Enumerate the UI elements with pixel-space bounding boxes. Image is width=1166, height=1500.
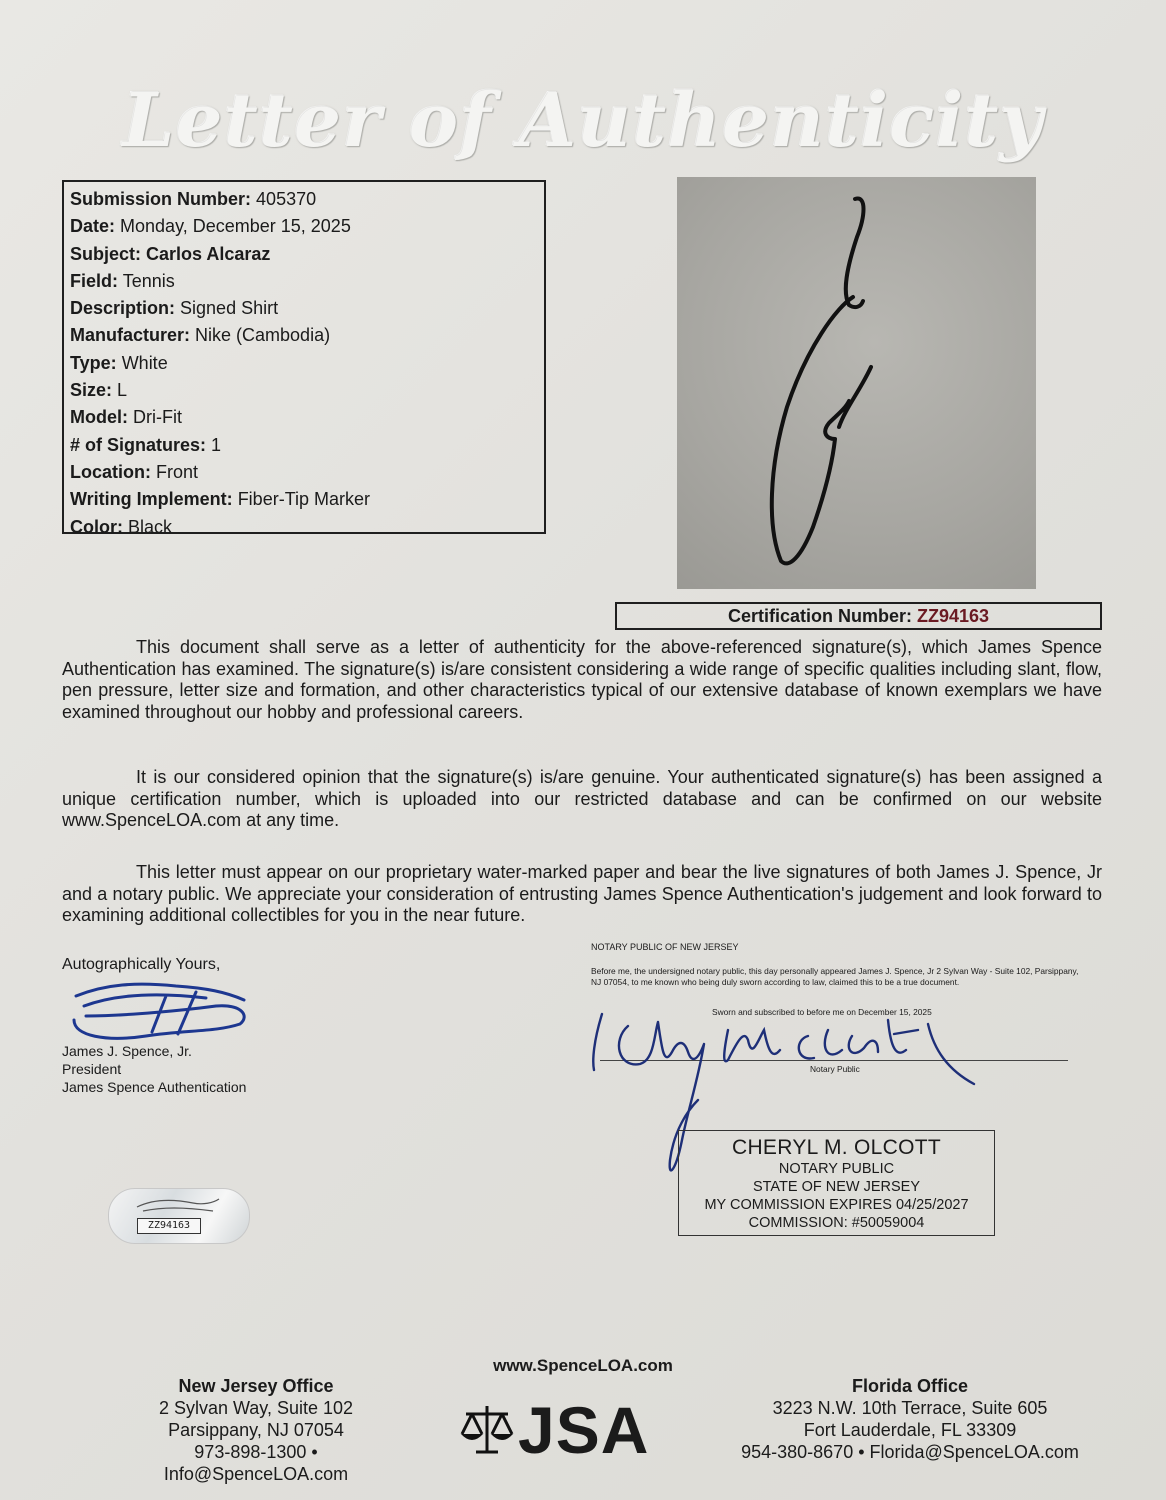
paragraph-1: This document shall serve as a letter of authenticity for the above-referenced signature(s), which James Spence Authentication has examined. The signature(s) is/are consistent considering a wide range of specific qualities including slant, flow, pen pressure, letter size and formation, and other characteristics typical of our extensive database of known exemplars we have examined throughout our hobby and professional careers. bbox=[62, 637, 1102, 722]
detail-row: Location: Front bbox=[70, 461, 199, 482]
detail-row: Subject: Carlos Alcaraz bbox=[70, 243, 271, 264]
signature-photo bbox=[677, 177, 1036, 589]
notary-sworn: Sworn and subscribed to before me on December 15, 2025 bbox=[712, 1007, 932, 1017]
website-link[interactable]: www.SpenceLOA.com bbox=[493, 1356, 673, 1375]
signer-block bbox=[62, 1042, 246, 1096]
signer-name: James J. Spence, Jr. bbox=[62, 1043, 192, 1059]
notary-statement: Before me, the undersigned notary public, this day personally appeared James J. Spence, Jr 2 Sylvan Way - Suite 102, Parsippany, NJ 07054, to me known who being duly sworn according to law, claimed this to be a true document. bbox=[591, 966, 1079, 987]
details-box bbox=[62, 180, 546, 537]
detail-row: Submission Number: 405370 bbox=[70, 189, 317, 209]
notary-heading: NOTARY PUBLIC OF NEW JERSEY bbox=[591, 942, 739, 952]
notary-line-label: Notary Public bbox=[810, 1064, 860, 1074]
detail-row: Writing Implement: Fiber-Tip Marker bbox=[70, 489, 371, 510]
detail-row: Manufacturer: Nike (Cambodia) bbox=[70, 325, 331, 346]
signer-company: James Spence Authentication bbox=[62, 1079, 247, 1095]
signer-role: President bbox=[62, 1061, 122, 1077]
detail-row: Color: Black bbox=[70, 516, 173, 537]
nj-office: New Jersey Office 2 Sylvan Way, Suite 102 Parsippany, NJ 07054 973-898-1300 • Info@SpenceLOA.com bbox=[158, 1376, 354, 1484]
detail-row: Model: Dri-Fit bbox=[70, 407, 182, 428]
detail-row: Size: L bbox=[70, 380, 128, 401]
fl-office: Florida Office 3223 N.W. 10th Terrace, Suite 605 Fort Lauderdale, FL 33309 954-380-8670 • Florida@SpenceLOA.com bbox=[741, 1376, 1079, 1462]
certification-box: Certification Number: ZZ94163 bbox=[615, 602, 1102, 630]
hologram-number: ZZ94163 bbox=[137, 1218, 201, 1234]
notary-stamp: CHERYL M. OLCOTT NOTARY PUBLIC STATE OF NEW JERSEY MY COMMISSION EXPIRES 04/25/2027 COMMISSION: #50059004 bbox=[678, 1130, 995, 1236]
paragraph-3: This letter must appear on our proprietary water-marked paper and bear the live signatures of both James J. Spence, Jr and a notary public. We appreciate your consideration of entrusting James Spence Authentication's judgement and look forward to examining additional collectibles for you in the near future. bbox=[62, 862, 1102, 925]
detail-row: Type: White bbox=[70, 352, 168, 373]
detail-row: # of Signatures: 1 bbox=[70, 434, 222, 455]
hologram-signature-icon bbox=[133, 1195, 223, 1215]
autograph-signature-icon bbox=[677, 177, 1036, 589]
certification-number: ZZ94163 bbox=[917, 606, 990, 626]
detail-row: Date: Monday, December 15, 2025 bbox=[70, 216, 351, 237]
jsa-logo bbox=[458, 1393, 718, 1467]
detail-row: Description: Signed Shirt bbox=[70, 298, 279, 319]
hologram-sticker bbox=[108, 1188, 250, 1244]
logo-text: JSA bbox=[518, 1393, 650, 1467]
letter-title: Letter of Authenticity bbox=[122, 78, 1044, 164]
notary-name: CHERYL M. OLCOTT bbox=[732, 1136, 941, 1159]
closing-text: Autographically Yours, bbox=[62, 956, 221, 973]
detail-row: Field: Tennis bbox=[70, 270, 175, 291]
paragraph-2: It is our considered opinion that the signature(s) is/are genuine. Your authenticated signature(s) has been assigned a unique certification number, which is uploaded into our restricted database and can be confirmed on our website www.SpenceLOA.com at any time. bbox=[62, 767, 1102, 830]
scales-icon bbox=[458, 1402, 516, 1458]
spence-signature-icon bbox=[66, 976, 250, 1042]
